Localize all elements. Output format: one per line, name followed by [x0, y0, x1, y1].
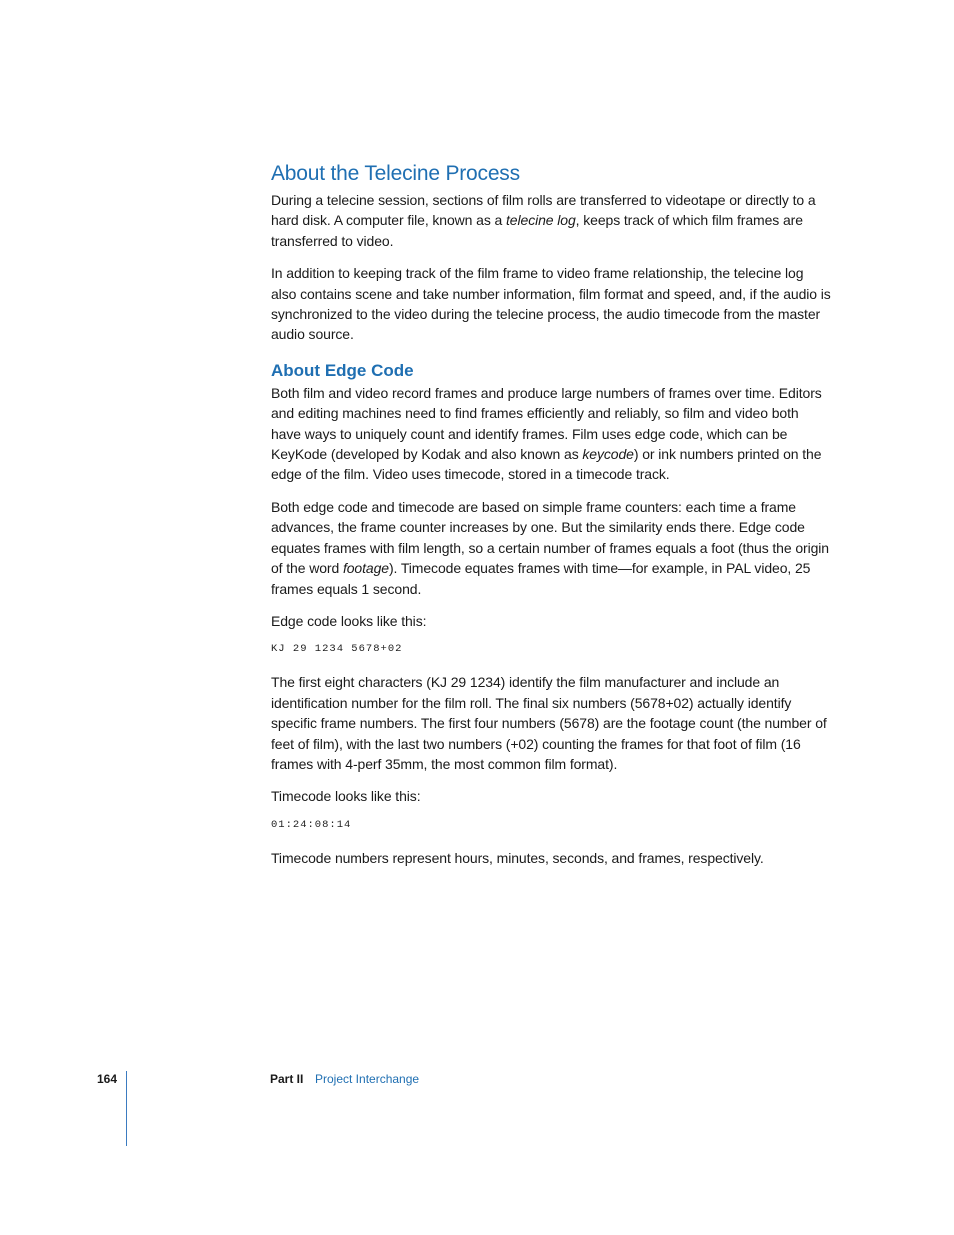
telecine-intro-paragraph	[271, 190, 831, 251]
timecode-example: 01:24:08:14	[271, 818, 352, 831]
text-span: Both edge code and timecode are based on simple frame counters: each time a frame advances, the frame counter increases by one. But the similarity ends there. Edge code equates frames with film length, so a certain number of frames equals a foot (thus the origin of the word	[271, 498, 829, 577]
emphasis-term: footage	[342, 560, 389, 577]
footer-part-title: Project Interchange	[315, 1072, 420, 1086]
text-span: During a telecine session, sections of film rolls are transferred to videotape or directly to a hard disk. A computer file, known as a	[271, 192, 816, 229]
timecode-example-label: Timecode looks like this:	[271, 788, 421, 805]
frame-counter-paragraph	[271, 497, 831, 599]
footer-part-label: Part II	[270, 1072, 304, 1086]
timecode-explanation-paragraph: Timecode numbers represent hours, minutes, seconds, and frames, respectively.	[271, 849, 764, 866]
edge-code-explanation-paragraph: The first eight characters (KJ 29 1234) identify the film manufacturer and include an identification number for the film roll. The final six numbers (5678+02) actually identify specific frame numbers. The first four numbers (5678) are the footage count (the number of feet of film), with the last two numbers (+02) counting the frames for that foot of film (16 frames with 4-perf 35mm, the most common film format).	[271, 674, 827, 772]
text-span: Both film and video record frames and produce large numbers of frames over time. Editors and editing machines need to find frames efficiently and reliably, so film and video both have ways to uniquely count and identify frames. Film uses edge code, which can be KeyKode (developed by Kodak and also known as	[271, 384, 822, 463]
text-span: ) or ink numbers printed on the edge of the film. Video uses timecode, stored in a timecode track.	[271, 446, 822, 483]
edge-code-example: KJ 29 1234 5678+02	[271, 643, 403, 656]
edge-code-example-label: Edge code looks like this:	[271, 612, 427, 629]
section-heading: About the Telecine Process	[271, 162, 520, 185]
subsection-heading: About Edge Code	[271, 360, 414, 380]
emphasis-term: telecine log	[506, 212, 576, 229]
edge-code-intro-paragraph	[271, 383, 831, 485]
text-span: ). Timecode equates frames with time—for example, in PAL video, 25 frames equals 1 second.	[271, 560, 811, 597]
text-span: , keeps track of which film frames are transferred to video.	[271, 212, 803, 249]
page-content	[271, 160, 831, 880]
footer-divider	[126, 1071, 127, 1146]
emphasis-term: keycode	[582, 446, 634, 463]
telecine-log-paragraph: In addition to keeping track of the film frame to video frame relationship, the telecine log also contains scene and take number information, film format and speed, and, if the audio is synchronized to the video during the telecine process, the audio timecode from the master audio source.	[271, 265, 831, 343]
page-number: 164	[97, 1072, 118, 1086]
